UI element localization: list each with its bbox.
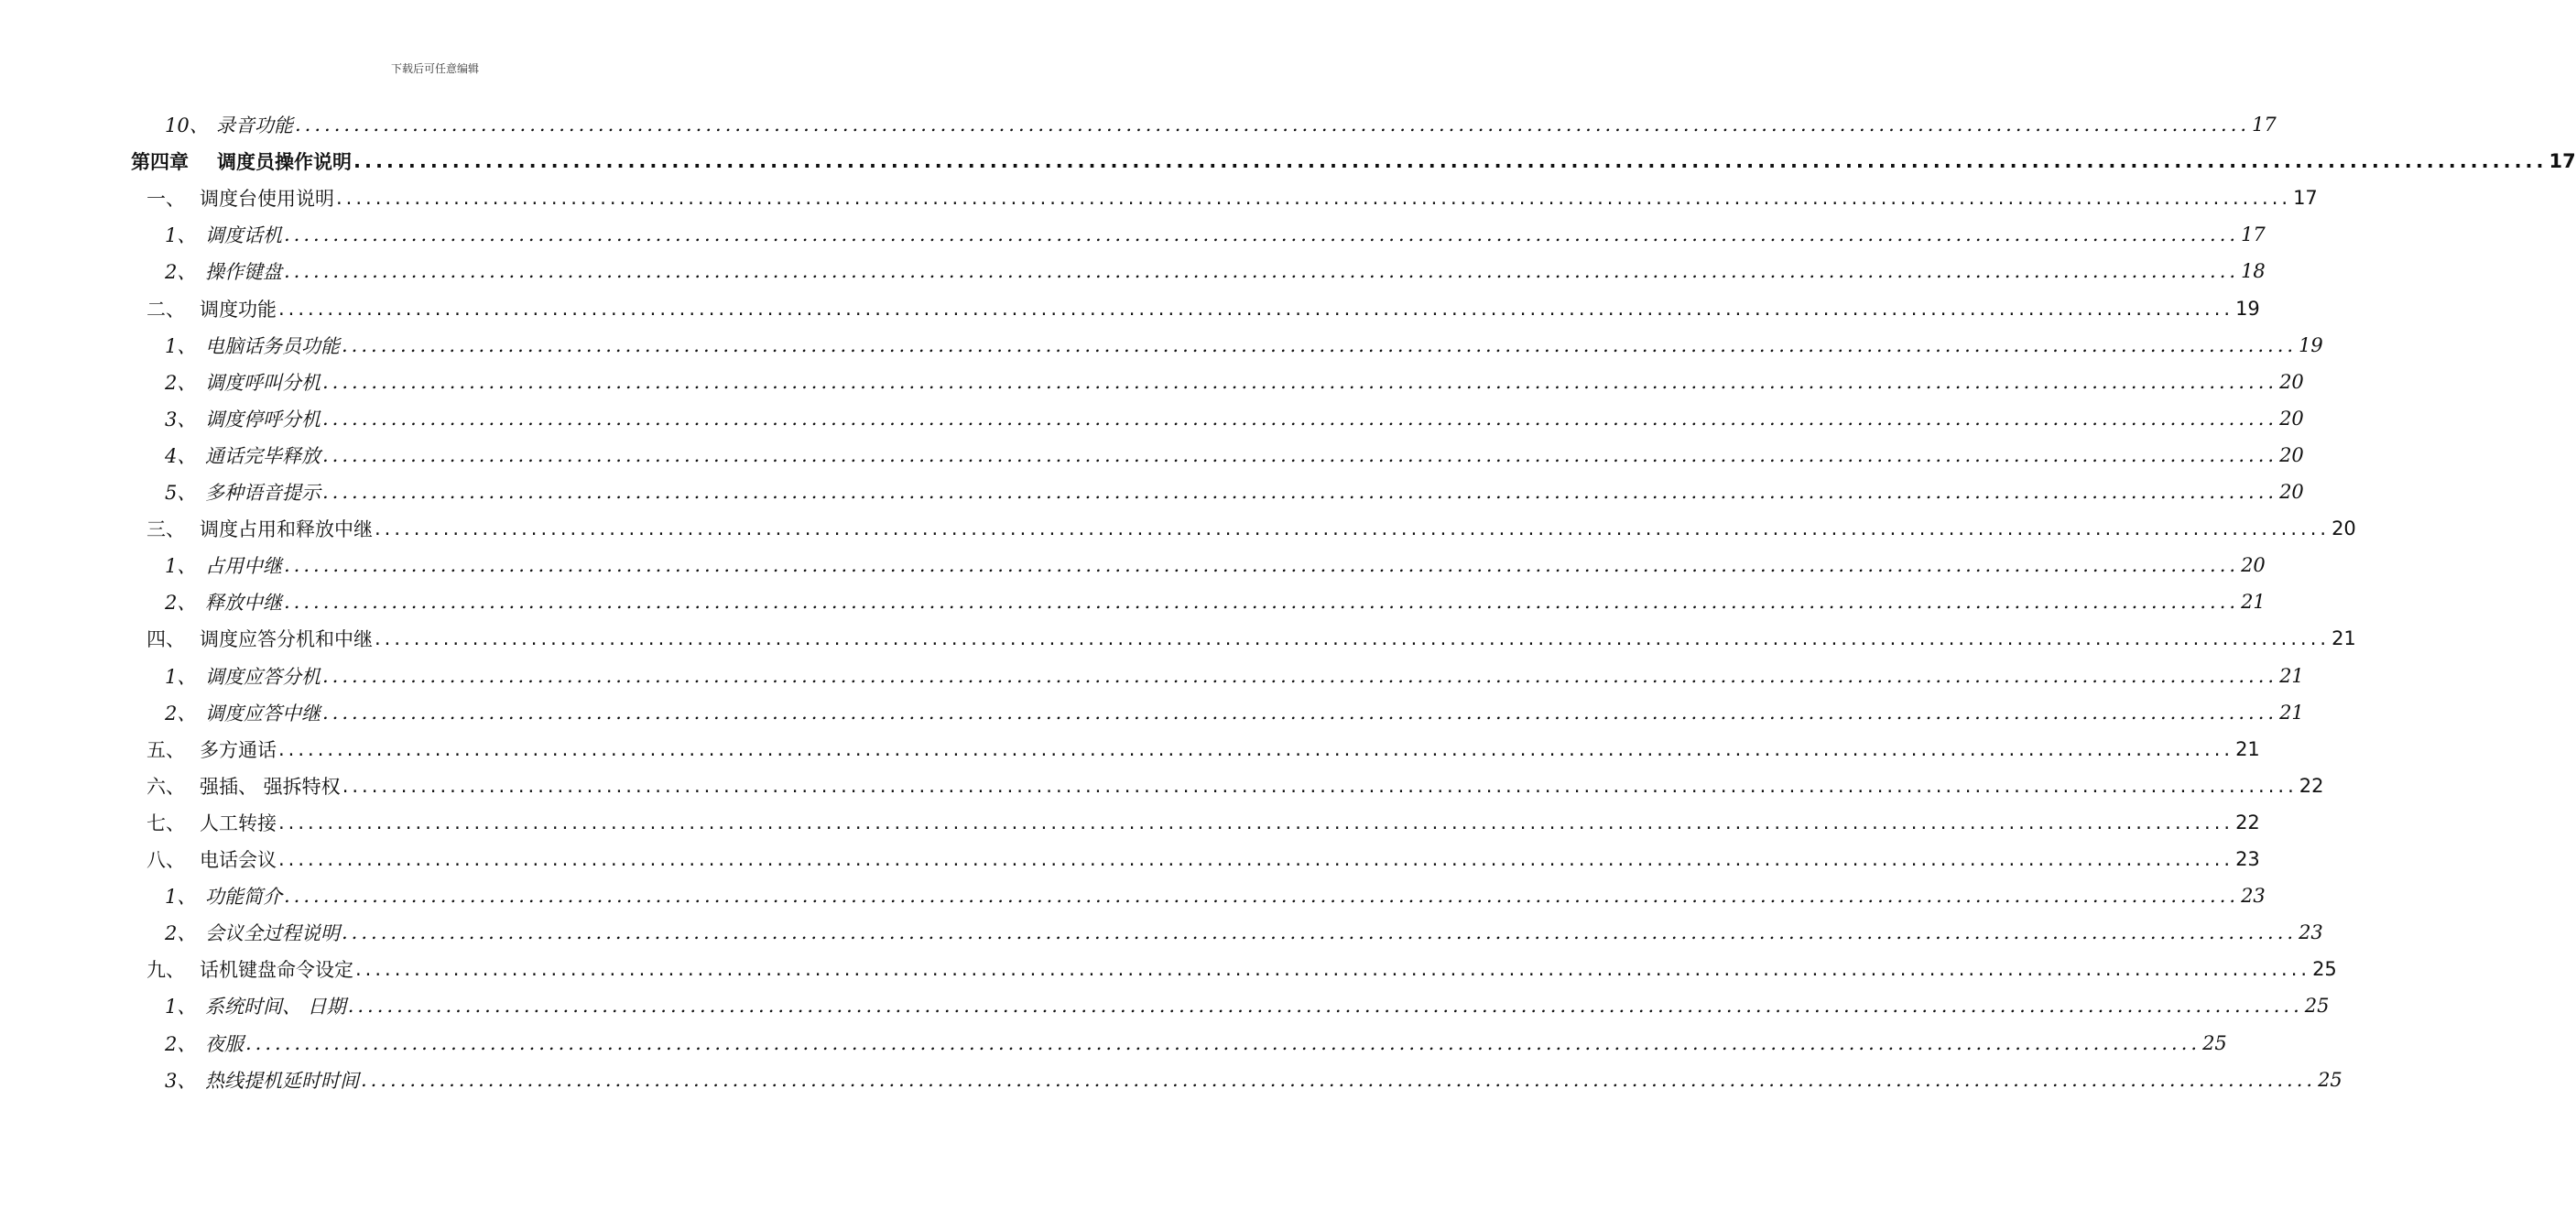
toc-entry-title: 电脑话务员功能 [205, 334, 340, 357]
toc-entry-page: 22 [2299, 774, 2324, 797]
toc-entry[interactable] [165, 1062, 2342, 1098]
toc-dot-leader: ........................................................................................................................................................................................................ [284, 223, 2240, 246]
toc-entry-page: 21 [2241, 591, 2266, 614]
toc-entry[interactable] [147, 804, 2260, 841]
toc-entry[interactable] [165, 583, 2266, 620]
toc-entry-page: 20 [2279, 481, 2304, 503]
toc-entry-title: 通话完毕释放 [205, 444, 321, 467]
toc-entry-title: 调度台使用说明 [200, 188, 334, 211]
toc-entry-title: 电话会议 [200, 849, 277, 871]
toc-dot-leader: ........................................................................................................................................................................................................ [322, 370, 2278, 393]
toc-dot-leader: ........................................................................................................................................................................................................ [278, 811, 2234, 833]
toc-entry-title: 录音功能 [216, 114, 293, 136]
toc-dot-leader: ........................................................................................................................................................................................................ [342, 774, 2298, 797]
toc-entry-title: 调度话机 [205, 224, 282, 247]
toc-dot-leader: ........................................................................................................................................................................................................ [322, 481, 2278, 503]
toc-entry-page: 25 [2318, 1068, 2342, 1091]
toc-entry[interactable] [165, 1025, 2227, 1062]
toc-dot-leader: ........................................................................................................................................................................................................ [342, 921, 2298, 944]
toc-dot-leader: ........................................................................................................................................................................................................ [353, 150, 2548, 173]
toc-entry-number: 1、 [165, 996, 197, 1019]
toc-entry-number: 四、 [147, 628, 185, 651]
page-header: 下载后可任意编辑 [390, 62, 479, 75]
toc-dot-leader: ........................................................................................................................................................................................................ [322, 701, 2278, 724]
toc-entry-number: 五、 [147, 738, 185, 761]
toc-dot-leader: ........................................................................................................................................................................................................ [322, 443, 2278, 466]
toc-entry-number: 1、 [165, 665, 197, 688]
toc-entry-number: 1、 [165, 555, 197, 578]
toc-entry-page: 19 [2235, 297, 2260, 320]
toc-entry-number: 1、 [165, 886, 197, 909]
toc-entry-title: 多种语音提示 [205, 482, 321, 504]
toc-dot-leader: ........................................................................................................................................................................................................ [322, 407, 2278, 430]
toc-entry-number: 2、 [165, 922, 197, 945]
toc-dot-leader: ........................................................................................................................................................................................................ [284, 554, 2240, 577]
toc-entry-title: 调度应答分机和中继 [200, 628, 373, 651]
toc-entry-title: 夜服 [205, 1032, 244, 1055]
toc-entry-title: 释放中继 [205, 592, 282, 615]
toc-entry[interactable] [165, 437, 2304, 474]
toc-entry-page: 23 [2235, 848, 2260, 870]
toc-dot-leader: ........................................................................................................................................................................................................ [284, 885, 2240, 908]
toc-entry[interactable] [165, 914, 2323, 951]
toc-entry-number: 一、 [147, 188, 185, 211]
toc-entry-page: 17 [2293, 187, 2318, 210]
toc-entry[interactable] [147, 731, 2260, 768]
toc-entry[interactable] [165, 253, 2266, 289]
toc-entry-title: 调度应答分机 [205, 665, 321, 688]
toc-dot-leader: ........................................................................................................................................................................................................ [355, 958, 2311, 981]
toc-entry-number: 10、 [165, 114, 209, 136]
toc-entry-number: 1、 [165, 224, 197, 247]
toc-dot-leader: ........................................................................................................................................................................................................ [375, 517, 2331, 540]
toc-entry-page: 21 [2279, 701, 2304, 724]
toc-entry-page: 21 [2235, 737, 2260, 760]
toc-entry[interactable] [165, 658, 2304, 694]
toc-entry[interactable] [147, 951, 2337, 987]
toc-entry-number: 2、 [165, 592, 197, 615]
toc-entry-title: 会议全过程说明 [205, 922, 340, 945]
toc-dot-leader: ........................................................................................................................................................................................................ [361, 1068, 2317, 1091]
toc-entry[interactable] [165, 327, 2323, 364]
toc-entry-title: 调度占用和释放中继 [200, 518, 373, 541]
toc-dot-leader: ........................................................................................................................................................................................................ [284, 591, 2240, 614]
toc-entry-number: 5、 [165, 482, 197, 504]
toc-entry-page: 20 [2331, 517, 2356, 540]
toc-entry-number: 第四章 [131, 151, 189, 174]
toc-entry[interactable] [147, 290, 2260, 327]
toc-entry-title: 调度员操作说明 [217, 151, 352, 174]
toc-entry-title: 多方通话 [200, 738, 277, 761]
toc-entry-page: 19 [2299, 333, 2323, 356]
toc-entry-title: 热线提机延时时间 [205, 1069, 359, 1092]
toc-entry-page: 20 [2279, 407, 2304, 430]
toc-entry[interactable] [165, 987, 2330, 1024]
toc-entry[interactable] [165, 474, 2304, 510]
toc-entry-number: 3、 [165, 408, 197, 430]
toc-entry-page: 23 [2241, 885, 2266, 908]
toc-entry-page: 18 [2241, 260, 2266, 283]
toc-dot-leader: ........................................................................................................................................................................................................ [375, 627, 2331, 650]
toc-dot-leader: ........................................................................................................................................................................................................ [347, 995, 2303, 1018]
toc-entry[interactable] [165, 877, 2266, 914]
toc-entry[interactable] [165, 547, 2266, 583]
toc-dot-leader: ........................................................................................................................................................................................................ [245, 1031, 2201, 1054]
toc-entry-number: 2、 [165, 702, 197, 724]
toc-entry-number: 六、 [147, 775, 185, 798]
toc-dot-leader: ........................................................................................................................................................................................................ [278, 297, 2234, 320]
toc-entry-title: 占用中继 [205, 555, 282, 578]
toc-entry-title: 操作键盘 [205, 261, 282, 284]
toc-dot-leader: ........................................................................................................................................................................................................ [284, 260, 2240, 283]
toc-entry-page: 20 [2279, 370, 2304, 393]
toc-entry[interactable] [147, 841, 2260, 877]
toc-entry-page: 17 [2252, 114, 2277, 136]
toc-entry-title: 调度功能 [200, 298, 277, 321]
toc-entry[interactable] [165, 216, 2266, 253]
toc-entry-page: 17 [2241, 223, 2266, 246]
toc-dot-leader: ........................................................................................................................................................................................................ [278, 848, 2234, 870]
toc-entry-page: 20 [2241, 554, 2266, 577]
toc-entry-page: 25 [2304, 995, 2330, 1018]
toc-entry-number: 九、 [147, 959, 185, 982]
toc-entry-title: 人工转接 [200, 812, 277, 834]
toc-entry-page: 25 [2312, 958, 2337, 981]
toc-entry[interactable] [147, 620, 2356, 657]
toc-entry[interactable] [165, 400, 2304, 437]
toc-entry[interactable] [165, 694, 2304, 731]
toc-entry-page: 20 [2279, 443, 2304, 466]
toc-entry-title: 调度呼叫分机 [205, 371, 321, 394]
toc-entry-number: 3、 [165, 1069, 197, 1092]
toc-entry-page: 17 [2549, 150, 2576, 173]
toc-entry-number: 三、 [147, 518, 185, 541]
toc-entry-number: 4、 [165, 444, 197, 467]
toc-entry-number: 二、 [147, 298, 185, 321]
toc-entry-page: 25 [2202, 1031, 2227, 1054]
toc-entry-number: 2、 [165, 371, 197, 394]
toc-entry-page: 21 [2279, 664, 2304, 687]
toc-entry[interactable] [165, 364, 2304, 400]
toc-entry[interactable] [147, 180, 2318, 216]
toc-entry-number: 2、 [165, 261, 197, 284]
toc-entry-number: 八、 [147, 849, 185, 871]
toc-entry-number: 1、 [165, 334, 197, 357]
toc-dot-leader: ........................................................................................................................................................................................................ [322, 664, 2278, 687]
toc-entry-number: 2、 [165, 1032, 197, 1055]
toc-entry-number: 七、 [147, 812, 185, 834]
toc-dot-leader: ........................................................................................................................................................................................................ [278, 737, 2234, 760]
toc-dot-leader: ........................................................................................................................................................................................................ [342, 333, 2298, 356]
toc-entry-title: 强插、 强拆特权 [200, 775, 341, 798]
toc-entry-title: 调度停呼分机 [205, 408, 321, 430]
toc-entry-page: 23 [2299, 921, 2323, 944]
toc-dot-leader: ........................................................................................................................................................................................................ [295, 114, 2251, 136]
toc-entry[interactable] [165, 106, 2277, 143]
toc-entry-title: 系统时间、 日期 [205, 996, 346, 1019]
toc-entry-page: 22 [2235, 811, 2260, 833]
toc-dot-leader: ........................................................................................................................................................................................................ [336, 187, 2292, 210]
toc-entry-title: 话机键盘命令设定 [200, 959, 353, 982]
toc-entry[interactable] [147, 768, 2324, 804]
toc-entry-page: 21 [2331, 627, 2356, 650]
toc-entry[interactable] [147, 510, 2356, 547]
toc-entry-title: 调度应答中继 [205, 702, 321, 724]
toc-entry[interactable] [131, 143, 2576, 180]
toc-entry-title: 功能简介 [205, 886, 282, 909]
